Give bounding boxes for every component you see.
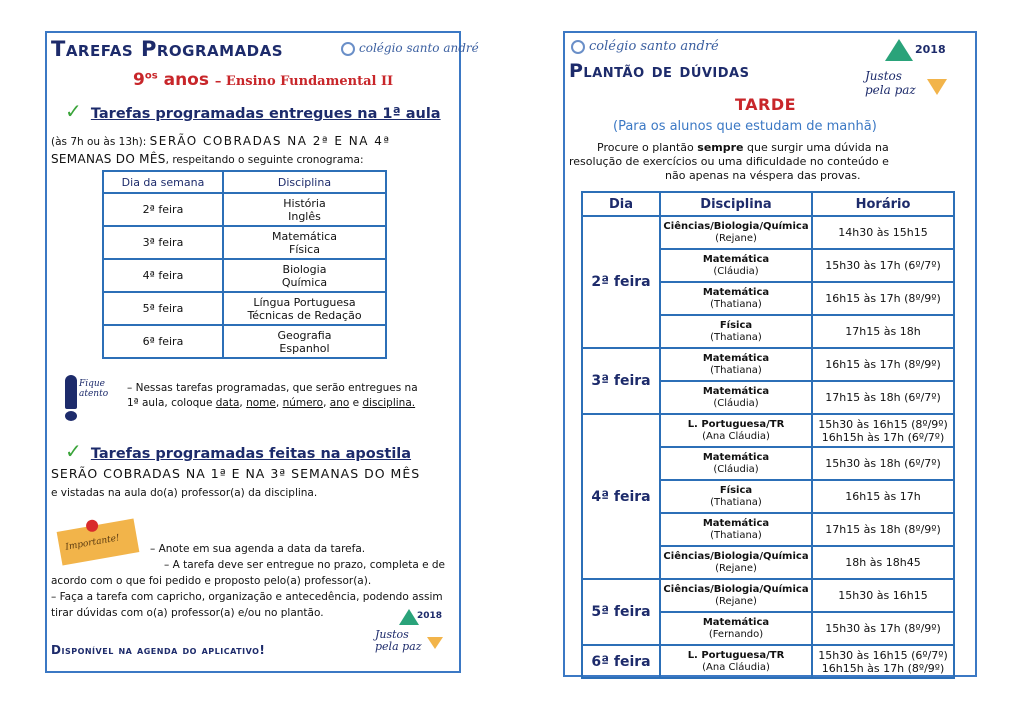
subject-name: Física <box>719 319 753 331</box>
office-hours-row <box>582 579 954 612</box>
attention-and: e <box>352 397 360 409</box>
office-hours-time: 17h15 às 18h <box>812 315 954 348</box>
pushpin-icon <box>85 519 99 533</box>
intro-1b: sempre <box>697 141 744 154</box>
teacher-name: (Ana Cláudia) <box>702 430 770 442</box>
office-hours-day: 2ª feira <box>582 216 660 348</box>
teacher-name: (Cláudia) <box>713 397 759 409</box>
schedule-day: 5ª feira <box>103 292 223 325</box>
schedule-day: 3ª feira <box>103 226 223 259</box>
homework-schedule-table <box>102 170 387 359</box>
office-hours-time: 17h15 às 18h (8º/9º) <box>812 513 954 546</box>
office-hours-day: 6ª feira <box>582 645 660 678</box>
teacher-name: (Ana Cláudia) <box>702 661 770 673</box>
subject-name: L. Portuguesa/TR <box>687 418 785 430</box>
left-footer: Disponível na agenda do aplicativo! <box>51 643 266 657</box>
office-hours-subject <box>660 315 812 348</box>
exclamation-dot <box>65 411 77 421</box>
schedule-subjects: Matemática Física <box>223 226 386 259</box>
teacher-name: (Cláudia) <box>713 265 759 277</box>
office-hours-row <box>582 216 954 249</box>
attention-item: nome <box>246 397 276 409</box>
col-header-subject: Disciplina <box>223 171 386 193</box>
right-school-name: colégio santo andré <box>589 39 719 54</box>
schedule-day: 6ª feira <box>103 325 223 358</box>
note-line: – Faça a tarefa com capricho, organização e antecedência, podendo assim <box>51 591 443 603</box>
teacher-name: (Rejane) <box>715 562 757 574</box>
fique-atento-badge <box>59 373 114 423</box>
office-hours-subject <box>660 579 812 612</box>
teacher-name: (Thatiana) <box>710 331 762 343</box>
bird-icon <box>885 39 913 61</box>
subject-name: Matemática <box>702 517 770 529</box>
office-hours-day: 5ª feira <box>582 579 660 645</box>
office-hours-subject <box>660 612 812 645</box>
fique-atento-label: Fique atento <box>79 379 109 399</box>
justos-pela-paz-logo <box>865 37 965 107</box>
office-hours-time: 15h30 às 16h15 <box>812 579 954 612</box>
logo-year: 2018 <box>417 611 443 621</box>
col-header-subject: Disciplina <box>660 192 812 216</box>
section1-caps2: SEMANAS DO MÊS <box>51 152 166 166</box>
subject-name: Matemática <box>702 253 770 265</box>
office-hours-subject <box>660 381 812 414</box>
office-hours-table <box>581 191 955 679</box>
section1-caps1: SERÃO COBRADAS NA 2ª E NA 4ª <box>149 134 391 148</box>
office-hours-subject <box>660 414 812 447</box>
office-hours-time: 16h15 às 17h <box>812 480 954 513</box>
schedule-row <box>103 226 386 259</box>
section1-rest: , respeitando o seguinte cronograma: <box>165 154 364 166</box>
logo-pela-paz: pela paz <box>375 640 422 653</box>
schedule-subjects: Geografia Espanhol <box>223 325 386 358</box>
office-hours-time: 15h30 às 16h15 (6º/7º) 16h15h às 17h (8º/9º) <box>812 645 954 678</box>
schedule-subjects: Biologia Química <box>223 259 386 292</box>
schedule-row <box>103 325 386 358</box>
grade-rest: anos <box>163 70 209 90</box>
section1-line1 <box>51 135 391 149</box>
section2-caps: SERÃO COBRADAS NA 1ª E NA 3ª SEMANAS DO MÊS <box>51 466 421 481</box>
office-hours-row <box>582 348 954 381</box>
schedule-row <box>103 193 386 226</box>
subject-name: Ciências/Biologia/Química <box>663 583 809 595</box>
school-emblem-icon <box>571 40 585 54</box>
logo-pela-paz: pela paz <box>865 83 916 97</box>
intro-1a: Procure o plantão <box>597 141 694 154</box>
subject-name: Matemática <box>702 451 770 463</box>
subject-name: Física <box>719 484 753 496</box>
office-hours-subject <box>660 249 812 282</box>
intro-1c: que surgir uma dúvida na <box>747 141 889 154</box>
intro-line1 <box>597 141 889 154</box>
schedule-day: 4ª feira <box>103 259 223 292</box>
attention-line1: – Nessas tarefas programadas, que serão entregues na <box>127 382 418 394</box>
justos-pela-paz-logo <box>373 607 453 667</box>
teacher-name: (Fernando) <box>708 628 764 640</box>
office-hours-time: 17h15 às 18h (6º/7º) <box>812 381 954 414</box>
intro-line2: resolução de exercícios ou uma dificuldade no conteúdo e <box>569 155 889 168</box>
office-hours-subject <box>660 513 812 546</box>
period-label: TARDE <box>735 95 797 114</box>
teacher-name: (Rejane) <box>715 595 757 607</box>
schedule-day: 2ª feira <box>103 193 223 226</box>
section2-rest: e vistadas na aula do(a) professor(a) da disciplina. <box>51 487 318 499</box>
bird-icon <box>399 609 419 625</box>
subject-name: Matemática <box>702 385 770 397</box>
important-label: Importante! <box>64 533 121 553</box>
teacher-name: (Thatiana) <box>710 364 762 376</box>
office-hours-subject <box>660 282 812 315</box>
logo-justos: Justos <box>375 628 409 641</box>
office-hours-time: 15h30 às 18h (6º/7º) <box>812 447 954 480</box>
office-hours-subject <box>660 645 812 678</box>
attention-line2: 1ª aula, coloque data, nome, número, ano e disciplina. <box>127 397 416 409</box>
office-hours-time: 15h30 às 16h15 (8º/9º) 16h15h às 17h (6º/7º) <box>812 414 954 447</box>
subject-name: Matemática <box>702 352 770 364</box>
office-hours-subject <box>660 480 812 513</box>
office-hours-row <box>582 645 954 678</box>
logo-year: 2018 <box>915 43 946 56</box>
section1-prefix: (às 7h ou às 13h): <box>51 136 147 148</box>
schedule-row <box>103 259 386 292</box>
left-school-logo <box>341 41 479 56</box>
subject-name: Ciências/Biologia/Química <box>663 220 809 232</box>
note-line: – A tarefa deve ser entregue no prazo, completa e de <box>164 559 446 571</box>
section1-line2 <box>51 153 364 167</box>
section2-heading <box>65 439 411 463</box>
schedule-subjects: História Inglês <box>223 193 386 226</box>
right-school-logo <box>571 39 719 54</box>
checkmark-icon: ✓ <box>65 99 82 123</box>
subject-name: Ciências/Biologia/Química <box>663 550 809 562</box>
office-hours-time: 15h30 às 17h (6º/7º) <box>812 249 954 282</box>
section1-heading <box>65 99 441 123</box>
right-title: Plantão de dúvidas <box>569 60 750 82</box>
col-header-day: Dia da semana <box>103 171 223 193</box>
office-hours-time: 15h30 às 17h (8º/9º) <box>812 612 954 645</box>
attention-item: data <box>215 397 240 409</box>
office-hours-time: 18h às 18h45 <box>812 546 954 579</box>
section2-title: Tarefas programadas feitas na apostila <box>90 446 412 462</box>
office-hours-subject <box>660 546 812 579</box>
office-hours-time: 14h30 às 15h15 <box>812 216 954 249</box>
subject-name: Matemática <box>702 616 770 628</box>
intro-line3: não apenas na véspera das provas. <box>665 169 861 182</box>
exclamation-icon <box>65 375 77 409</box>
teacher-name: (Rejane) <box>715 232 757 244</box>
col-header-day: Dia <box>582 192 660 216</box>
office-hours-day: 4ª feira <box>582 414 660 579</box>
col-header-time: Horário <box>812 192 954 216</box>
logo-justos: Justos <box>865 69 902 83</box>
office-hours-day: 3ª feira <box>582 348 660 414</box>
teacher-name: (Thatiana) <box>710 529 762 541</box>
triangle-decor-icon <box>427 637 443 649</box>
subject-name: Matemática <box>702 286 770 298</box>
left-school-name: colégio santo andré <box>359 41 479 55</box>
section1-title: Tarefas programadas entregues na 1ª aula <box>90 106 441 122</box>
subtitle: (Para os alunos que estudam de manhã) <box>613 119 877 134</box>
schedule-row <box>103 292 386 325</box>
teacher-name: (Thatiana) <box>710 496 762 508</box>
left-flyer <box>45 31 479 673</box>
teacher-name: (Cláudia) <box>713 463 759 475</box>
subject-name: L. Portuguesa/TR <box>687 649 785 661</box>
left-title: Tarefas Programadas <box>51 37 284 61</box>
triangle-decor-icon <box>927 79 947 95</box>
checkmark-icon: ✓ <box>65 439 82 463</box>
office-hours-subject <box>660 447 812 480</box>
note-line: acordo com o que foi pedido e proposto pelo(a) professor(a). <box>51 575 372 587</box>
office-hours-time: 16h15 às 17h (8º/9º) <box>812 348 954 381</box>
attention-prefix: 1ª aula, coloque <box>127 397 213 409</box>
attention-item: disciplina. <box>362 397 416 409</box>
grade-tail: – Ensino Fundamental II <box>214 74 394 89</box>
attention-item: número <box>282 397 324 409</box>
note-line: tirar dúvidas com o(a) professor(a) e/ou no plantão. <box>51 607 324 619</box>
office-hours-time: 16h15 às 17h (8º/9º) <box>812 282 954 315</box>
school-emblem-icon <box>341 42 355 56</box>
schedule-subjects: Língua Portuguesa Técnicas de Redação <box>223 292 386 325</box>
attention-item: ano <box>329 397 350 409</box>
right-flyer <box>563 31 977 677</box>
grade-num: 9 <box>133 70 145 90</box>
grade-heading <box>133 70 393 90</box>
office-hours-subject <box>660 348 812 381</box>
important-sticker <box>57 518 140 565</box>
teacher-name: (Thatiana) <box>710 298 762 310</box>
grade-sup: os <box>144 70 158 82</box>
office-hours-row <box>582 414 954 447</box>
note-line: – Anote em sua agenda a data da tarefa. <box>150 543 366 555</box>
office-hours-subject <box>660 216 812 249</box>
